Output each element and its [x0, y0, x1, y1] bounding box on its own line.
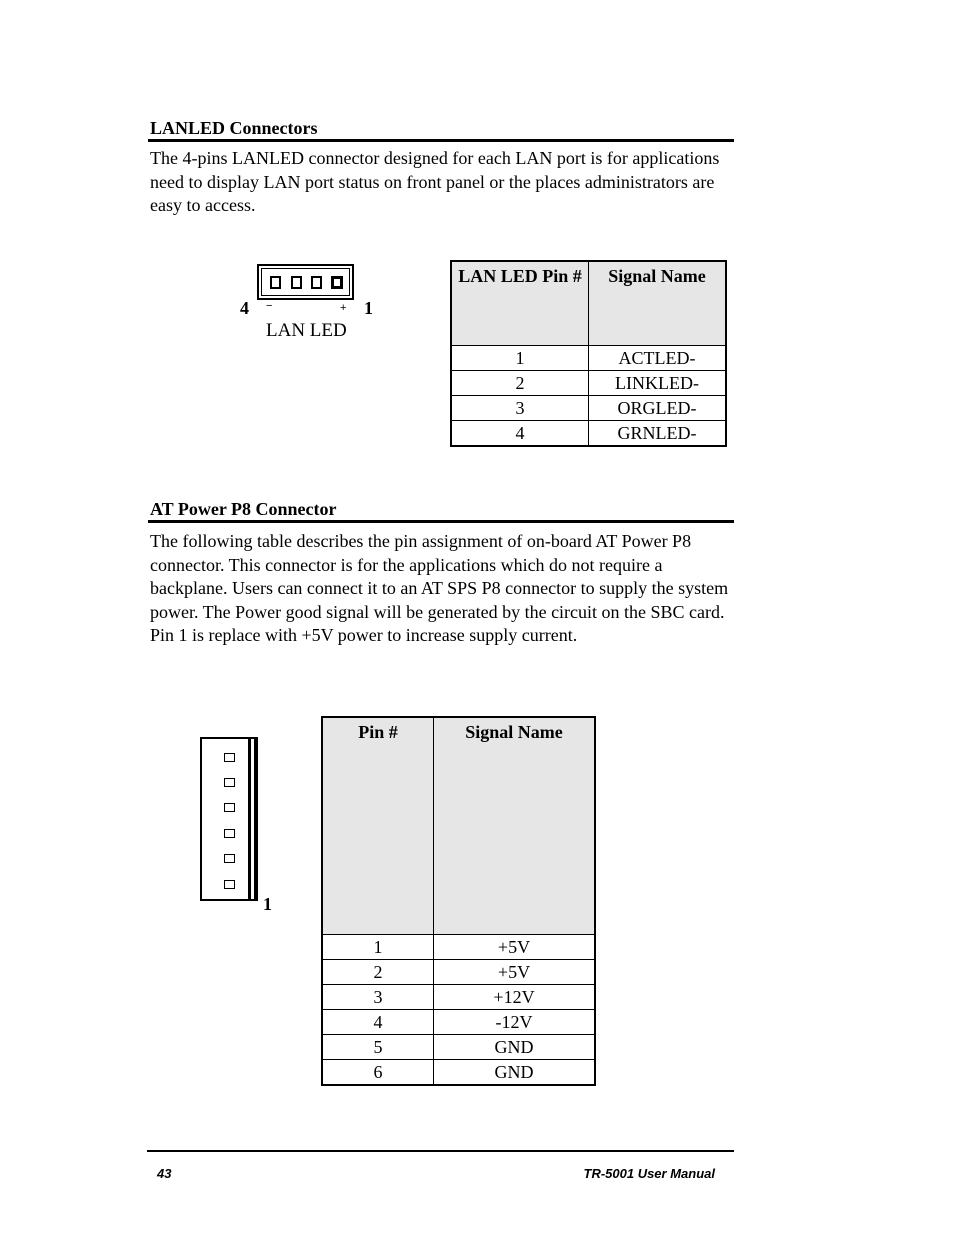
minus-sign: − [266, 300, 273, 312]
lan-led-header-pin: LAN LED Pin # [452, 262, 589, 345]
plus-sign: + [340, 302, 347, 314]
lan-led-connector-diagram [240, 262, 373, 347]
table-row [452, 345, 725, 370]
at-power-table-header-row [323, 718, 594, 934]
pin-cell: 1 [452, 345, 589, 370]
footer-rule [147, 1150, 734, 1152]
lan-led-caption: LAN LED [266, 320, 347, 341]
signal-cell: ACTLED- [589, 345, 726, 370]
signal-cell: +5V [434, 959, 595, 984]
pin-cell: 3 [452, 395, 589, 420]
table-row [323, 934, 594, 959]
pin-cell: 1 [323, 934, 434, 959]
at-power-header-pin: Pin # [323, 718, 434, 934]
table-row [323, 984, 594, 1009]
atpower-paragraph: The following table describes the pin assignment of on-board AT Power P8 connector. This connector is for the applications which do not require a backplane. Users can connect it to an AT SPS P8 connector to supply the system power. The Power good signal will be generated by the circuit on the SBC card. Pin 1 is replace with +5V power to increase supply current. [150, 531, 729, 645]
lanled-heading-rule [148, 139, 734, 142]
signal-cell: LINKLED- [589, 370, 726, 395]
pin-5-square [224, 778, 235, 787]
table-row [323, 959, 594, 984]
lan-led-table-frame [450, 260, 727, 447]
table-row [452, 395, 725, 420]
at-power-connector-diagram [198, 735, 278, 915]
lan-led-table [452, 262, 725, 445]
lan-led-header-signal: Signal Name [589, 262, 726, 345]
pin-1-square [224, 880, 235, 889]
pin-3-square [224, 829, 235, 838]
atpower-heading: AT Power P8 Connector [150, 499, 337, 519]
pin-cell: 4 [323, 1009, 434, 1034]
table-row [452, 420, 725, 445]
signal-cell: ORGLED- [589, 395, 726, 420]
at-power-table [323, 718, 594, 1084]
at-power-pin-1-label: 1 [263, 894, 272, 914]
pin-cell: 5 [323, 1034, 434, 1059]
lanled-paragraph: The 4-pins LANLED connector designed for each LAN port is for applications need to display LAN port status on front panel or the places administrators are easy to access. [150, 148, 720, 215]
pin-cell: 2 [323, 959, 434, 984]
lan-led-pin-1-label: 1 [364, 298, 373, 318]
lan-led-connector-outline [257, 264, 354, 300]
at-power-connector-outline [200, 737, 258, 901]
signal-cell: +12V [434, 984, 595, 1009]
lan-led-pin-4-label: 4 [240, 298, 249, 318]
lanled-heading: LANLED Connectors [150, 118, 318, 138]
pin-2-square [224, 854, 235, 863]
pin-4-square [224, 803, 235, 812]
pin-cell: 6 [323, 1059, 434, 1084]
table-row [323, 1034, 594, 1059]
atpower-heading-rule [148, 520, 734, 523]
pin-6-square [224, 753, 235, 762]
table-row [323, 1059, 594, 1084]
signal-cell: GRNLED- [589, 420, 726, 445]
pin-4-square [270, 276, 281, 289]
at-power-table-frame [321, 716, 596, 1086]
pin-cell: 4 [452, 420, 589, 445]
pin-2-square [311, 276, 322, 289]
signal-cell: GND [434, 1034, 595, 1059]
at-power-header-signal: Signal Name [434, 718, 595, 934]
pin-cell: 3 [323, 984, 434, 1009]
table-row [323, 1009, 594, 1034]
pin-1-square [331, 276, 343, 289]
lan-led-table-header-row [452, 262, 725, 345]
table-row [452, 370, 725, 395]
pin-3-square [291, 276, 302, 289]
signal-cell: GND [434, 1059, 595, 1084]
signal-cell: -12V [434, 1009, 595, 1034]
signal-cell: +5V [434, 934, 595, 959]
footer-manual-title: TR-5001 User Manual [583, 1166, 715, 1181]
pin-cell: 2 [452, 370, 589, 395]
footer-page-number: 43 [157, 1166, 172, 1181]
